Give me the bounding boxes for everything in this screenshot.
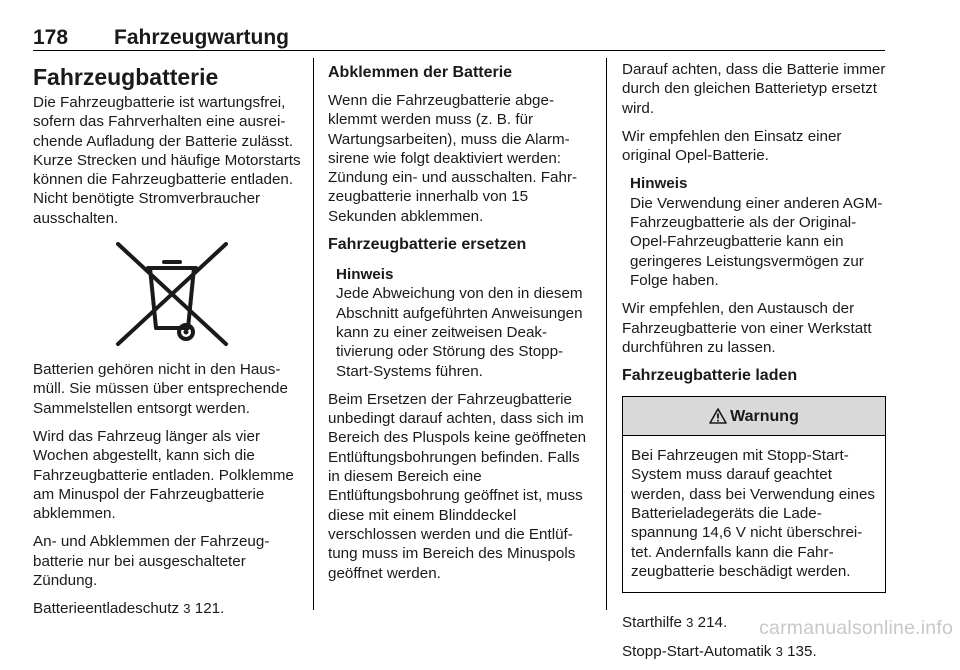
note-label: Hinweis [336,266,394,284]
section-heading: Fahrzeugbatterie laden [622,367,798,385]
reference-text: Batterieentladeschutz [33,600,180,618]
warning-header [623,397,885,436]
crossed-out-wheelie-bin-icon [112,240,232,348]
paragraph: Darauf achten, dass die Batterie immer durch den gleichen Batterietyp ersetzt wird. [622,61,886,117]
page-header [33,8,885,48]
warning-box [622,396,886,593]
warning-title: Warnung [730,407,799,425]
reference-text: Starthilfe [622,614,682,632]
reference-page: 214. [697,614,728,632]
see-page-arrow-icon: 3 [183,601,191,617]
section-heading: Abklemmen der Batterie [328,64,513,81]
column-1 [33,60,301,628]
warning-text: Bei Fahrzeugen mit Stopp-Start-System muss darauf geachtet werden, dass bei Verwendung eines Batterieladegeräts die Ladespannung 14,6 V nicht überschreitet. Andernfalls kann die Fahrzeugbatterie beschädigt werden. [631,447,876,580]
column-divider-1 [313,58,314,610]
watermark: carmanualsonline.info [759,617,953,639]
cross-reference[interactable] [33,599,301,618]
paragraph: Wenn die Fahrzeugbatterie abgeklemmt werden muss (z. B. für Wartungsarbeiten), muss die Alarmsirene wie folgt deaktiviert werden: Zündung ein- und ausschalten. Fahrzeugbatterie innerhalb von 15 Sekunden abklemmen. [328,92,578,225]
column-2 [328,60,590,592]
note-box [336,265,590,381]
warning-triangle-icon [709,408,727,424]
paragraph: Batterien gehören nicht in den Hausmüll. Sie müssen über entsprechende Sammelstellen entsorgt werden. [33,361,288,417]
reference-text: Stopp-Start-Automatik [622,642,772,660]
note-text: Die Verwendung einer anderen AGM-Fahrzeugbatterie als der Original-Opel-Fahrzeugbatterie kann ein geringeres Leistungsvermögen zur Folge haben. [630,194,883,289]
note-box [630,174,886,290]
paragraph: Wir empfehlen, den Austausch der Fahrzeugbatterie von einer Werkstatt durchführen zu lassen. [622,300,872,356]
note-label: Hinweis [630,175,688,193]
column-divider-2 [606,58,607,610]
paragraph: An- und Abklemmen der Fahrzeugbatterie nur bei ausgeschalteter Zündung. [33,533,270,590]
see-page-arrow-icon: 3 [686,615,694,631]
note-text: Jede Abweichung von den in diesem Abschnitt aufgeführten Anweisungen kann zu einer zeitweisen Deaktivierung oder Störung des Stopp-Start-Systems führen. [336,285,583,380]
paragraph: Die Fahrzeugbatterie ist wartungsfrei, sofern das Fahrverhalten eine ausreichende Aufladung der Batterie zulässt. Kurze Strecken und häufige Motorstarts können die Fahrzeugbatterie entladen. Nicht benötigte Stromverbraucher ausschalten. [33,94,301,227]
page-number: 178 [33,26,69,49]
column-3 [622,60,886,670]
section-heading: Fahrzeugbatterie ersetzen [328,236,527,254]
see-page-arrow-icon: 3 [775,643,783,659]
paragraph: Beim Ersetzen der Fahrzeugbatterie unbedingt darauf achten, dass sich im Bereich des Pluspols keine geöffneten Entlüftungsbohrungen befinden. Falls in diesem Bereich eine Entlüftungsbohrung geöffnet ist, muss diese mit einem Blinddeckel verschlossen werden und die Entlüftung muss im Bereich des Minuspols geöffnet werden. [328,390,587,582]
running-title: Fahrzeugwartung [114,26,290,49]
reference-page: 121. [194,600,225,618]
header-rule [33,50,885,51]
section-title: Fahrzeugbatterie [33,64,219,90]
cross-reference[interactable] [622,642,886,661]
paragraph: Wir empfehlen den Einsatz einer original Opel-Batterie. [622,127,842,165]
paragraph: Wird das Fahrzeug länger als vier Wochen abgestellt, kann sich die Fahrzeugbatterie entladen. Polklemme am Minuspol der Fahrzeugbatterie abklemmen. [33,427,294,523]
reference-page: 135. [787,642,817,660]
